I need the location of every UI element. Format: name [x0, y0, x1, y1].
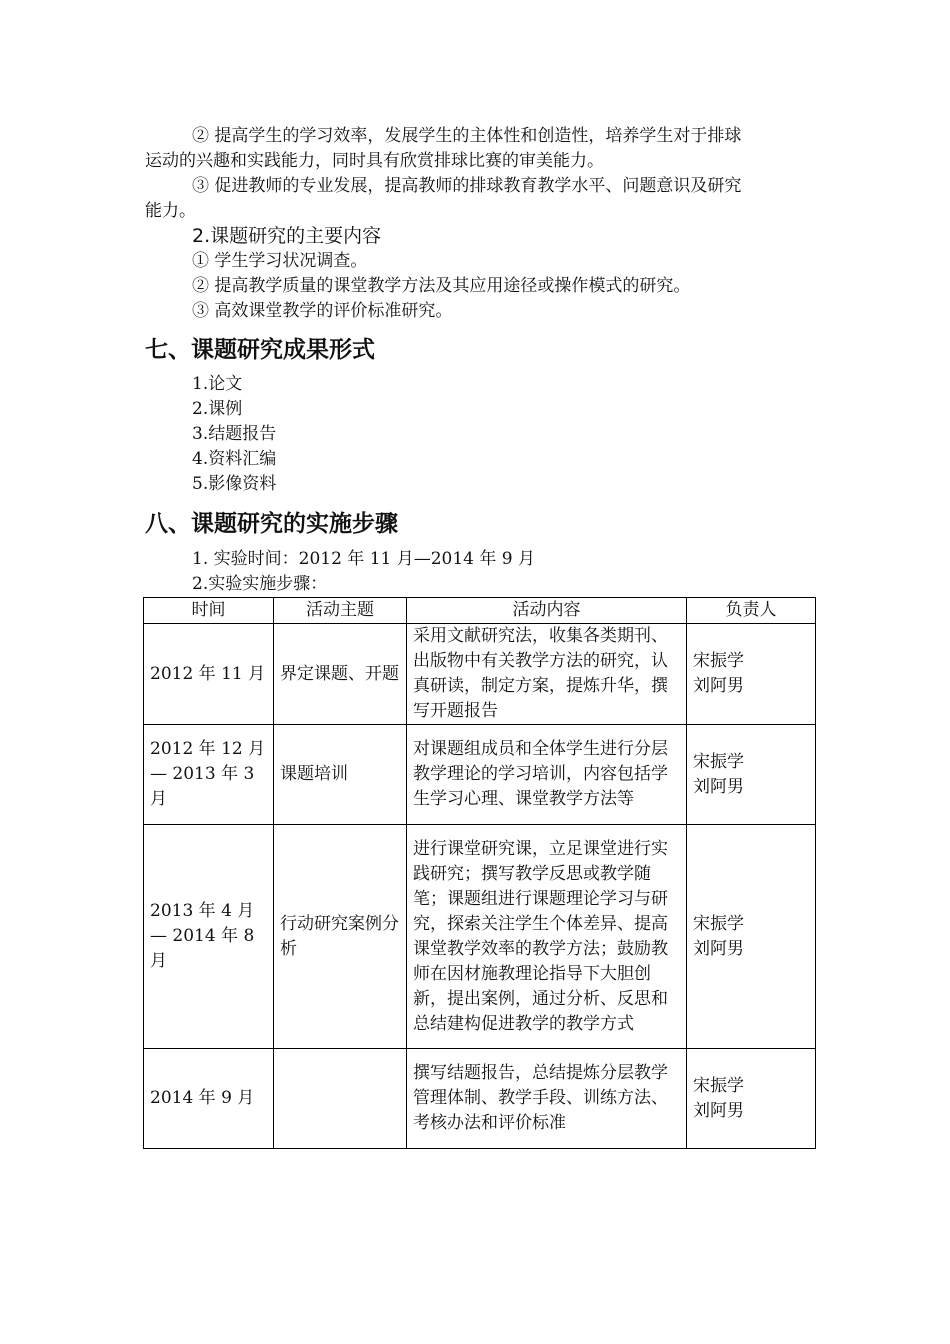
outcome-item-5: 5.影像资料: [192, 474, 277, 494]
cell-owner: [687, 624, 816, 725]
experiment-time: 1. 实验时间：2012 年 11 月—2014 年 9 月: [192, 549, 536, 569]
owner-name: 宋振学: [693, 913, 744, 934]
outcome-item-3: 3.结题报告: [192, 424, 277, 444]
experiment-steps-label: 2.实验实施步骤：: [192, 574, 328, 594]
content-subheading: 2.课题研究的主要内容: [192, 225, 382, 247]
cell-content: 采用文献研究法，收集各类期刊、出版物中有关教学方法的研究，认真研读，制定方案，提炼升华，撰写开题报告: [407, 624, 687, 725]
goal-2-line-1: ② 提高学生的学习效率，发展学生的主体性和创造性，培养学生对于排球: [192, 126, 742, 146]
cell-content: 撰写结题报告，总结提炼分层教学管理体制、教学手段、训练方法、考核办法和评价标准: [407, 1049, 687, 1149]
section-8-heading: 八、课题研究的实施步骤: [145, 511, 398, 537]
cell-theme: [274, 1049, 407, 1149]
owner-name: 刘阿男: [693, 1100, 744, 1121]
cell-time: 2014 年 9 月: [144, 1049, 274, 1149]
cell-content: 进行课堂研究课，立足课堂进行实践研究；撰写教学反思或教学随笔；课题组进行课题理论学习与研究，探索关注学生个体差异、提高课堂教学效率的教学方法；鼓励教师在因材施教理论指导下大胆创新，提出案例，通过分析、反思和总结建构促进教学的教学方式: [407, 825, 687, 1049]
table-row: [144, 725, 816, 825]
cell-time: 2012 年 12 月 — 2013 年 3 月: [144, 725, 274, 825]
cell-theme: 界定课题、开题: [274, 624, 407, 725]
cell-owner: [687, 725, 816, 825]
outcome-item-2: 2.课例: [192, 399, 243, 419]
content-item-1: ① 学生学习状况调查。: [192, 251, 368, 271]
owner-name: 刘阿男: [693, 676, 744, 696]
cell-theme: 课题培训: [274, 725, 407, 825]
header-content: 活动内容: [407, 598, 687, 624]
cell-theme: 行动研究案例分析: [274, 825, 407, 1049]
owner-name: 宋振学: [693, 651, 744, 671]
owner-name: 宋振学: [693, 1075, 744, 1096]
goal-3-line-1: ③ 促进教师的专业发展，提高教师的排球教育教学水平、问题意识及研究: [192, 176, 742, 196]
cell-owner: [687, 1049, 816, 1149]
implementation-table: [143, 597, 816, 1149]
goal-3-line-2: 能力。: [145, 201, 196, 221]
table-row: [144, 825, 816, 1049]
table-row: [144, 1049, 816, 1149]
cell-time: 2012 年 11 月: [144, 624, 274, 725]
outcome-item-4: 4.资料汇编: [192, 449, 277, 469]
header-theme: 活动主题: [274, 598, 407, 624]
content-item-2: ② 提高教学质量的课堂教学方法及其应用途径或操作模式的研究。: [192, 276, 691, 296]
cell-time: 2013 年 4 月 — 2014 年 8 月: [144, 825, 274, 1049]
cell-content: 对课题组成员和全体学生进行分层教学理论的学习培训，内容包括学生学习心理、课堂教学方法等: [407, 725, 687, 825]
owner-name: 刘阿男: [693, 938, 744, 959]
header-time: 时间: [144, 598, 274, 624]
owner-name: 宋振学: [693, 751, 744, 772]
header-owner: 负责人: [687, 598, 816, 624]
section-7-heading: 七、课题研究成果形式: [145, 337, 375, 363]
content-item-3: ③ 高效课堂教学的评价标准研究。: [192, 301, 453, 321]
owner-name: 刘阿男: [693, 776, 744, 797]
table-row: [144, 624, 816, 725]
outcome-item-1: 1.论文: [192, 374, 243, 394]
table-header-row: [144, 598, 816, 624]
goal-2-line-2: 运动的兴趣和实践能力，同时具有欣赏排球比赛的审美能力。: [145, 151, 604, 171]
cell-owner: [687, 825, 816, 1049]
